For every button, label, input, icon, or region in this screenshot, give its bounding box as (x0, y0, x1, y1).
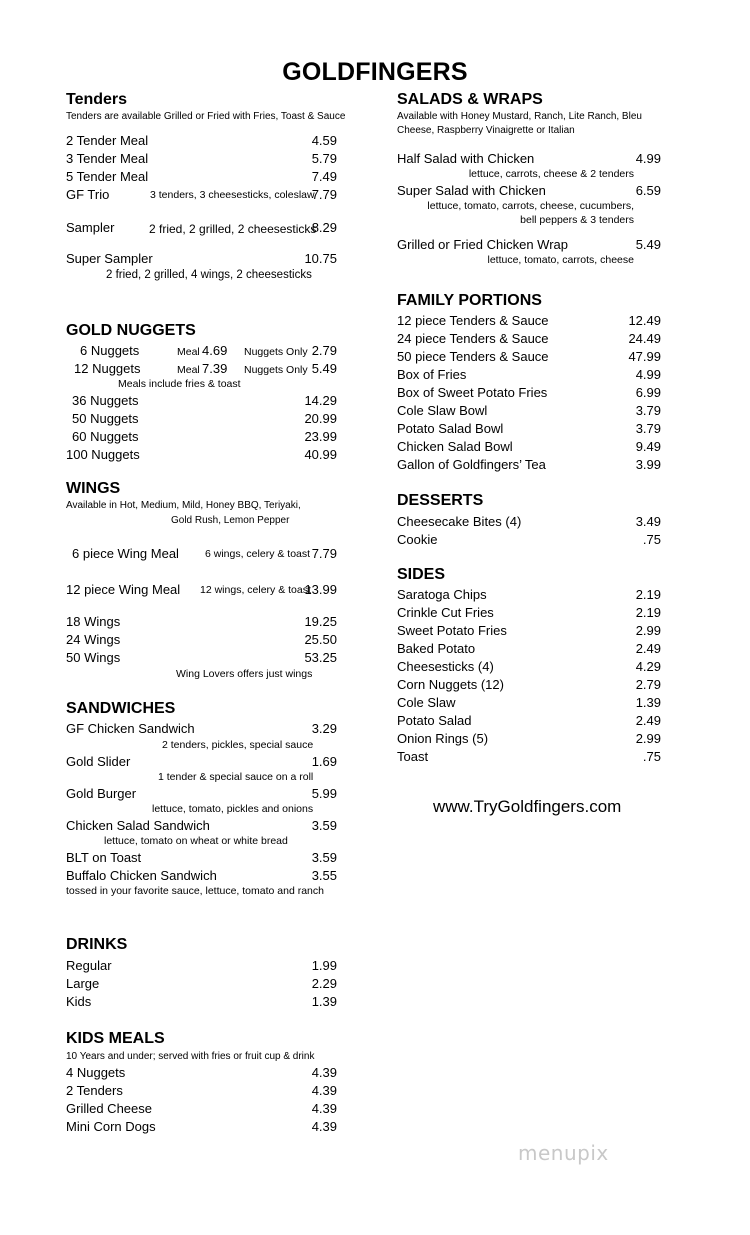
menu-item-name: Large (66, 976, 100, 991)
family-heading: FAMILY PORTIONS (397, 292, 542, 309)
meals-note: Meals include fries & toast (118, 378, 241, 390)
menu-item-name: 12 Nuggets (74, 361, 141, 376)
menu-item-name: 2 Tenders (66, 1083, 123, 1098)
menu-item-name: Cheesesticks (4) (397, 659, 494, 674)
menu-item-price: 19.25 (304, 614, 337, 629)
salads-note: Available with Honey Mustard, Ranch, Lite Ranch, Bleu (397, 111, 642, 122)
menu-item-price: 7.79 (311, 187, 337, 202)
menu-item-name: Gold Slider (66, 754, 131, 769)
menu-item-price: 4.59 (311, 133, 337, 148)
menu-item-name: 18 Wings (66, 614, 121, 629)
menu-item-price: .75 (642, 749, 661, 764)
menu-item-name: 50 piece Tenders & Sauce (397, 349, 549, 364)
menu-item-name: Gold Burger (66, 786, 137, 801)
menu-item-name: Super Salad with Chicken (397, 183, 546, 198)
menu-item-price: 3.59 (311, 850, 337, 865)
nuggets-only-price: 2.79 (311, 343, 337, 358)
menu-item-price: 2.19 (635, 605, 661, 620)
menu-item-name: Corn Nuggets (12) (397, 677, 504, 692)
menu-item-name: Half Salad with Chicken (397, 151, 535, 166)
menu-item-name: Regular (66, 958, 112, 973)
menu-item-price: 12.49 (628, 313, 661, 328)
menu-item-name: 6 Nuggets (80, 343, 140, 358)
menu-item-name: Chicken Salad Sandwich (66, 818, 210, 833)
meal-label: Meal (177, 364, 200, 376)
menu-item-price: 6.99 (635, 385, 661, 400)
menu-item-price: 4.39 (311, 1119, 337, 1134)
menu-item-price: 1.99 (311, 958, 337, 973)
menu-item-desc: tossed in your favorite sauce, lettuce, tomato and ranch (66, 885, 324, 897)
menu-item-name: Box of Fries (397, 367, 467, 382)
menu-item-name: Grilled Cheese (66, 1101, 152, 1116)
menu-item-name: GF Chicken Sandwich (66, 721, 195, 736)
nuggets-only-price: 5.49 (311, 361, 337, 376)
menu-item-price: 53.25 (304, 650, 337, 665)
menu-item-name: 5 Tender Meal (66, 169, 149, 184)
wings-footer: Wing Lovers offers just wings (176, 668, 313, 680)
menu-item-price: 13.99 (304, 582, 337, 597)
menu-item-name: GF Trio (66, 187, 110, 202)
desserts-heading: DESSERTS (397, 492, 484, 509)
menu-item-name: Buffalo Chicken Sandwich (66, 868, 217, 883)
menu-item-name: 2 Tender Meal (66, 133, 149, 148)
menu-item-name: Chicken Salad Bowl (397, 439, 513, 454)
nuggets-only-label: Nuggets Only (244, 364, 308, 376)
menu-item-name: 3 Tender Meal (66, 151, 149, 166)
menu-item-price: 2.99 (635, 731, 661, 746)
menu-item-price: 2.29 (311, 976, 337, 991)
kids-note: 10 Years and under; served with fries or fruit cup & drink (66, 1051, 315, 1062)
salads-heading: SALADS & WRAPS (397, 91, 543, 108)
menu-item-desc: lettuce, carrots, cheese & 2 tenders (468, 168, 634, 180)
menu-item-desc: 2 fried, 2 grilled, 4 wings, 2 cheesesticks (106, 269, 312, 281)
menu-item-name: 36 Nuggets (72, 393, 139, 408)
menu-item-price: 3.49 (635, 514, 661, 529)
menu-item-price: 40.99 (304, 447, 337, 462)
menu-item-desc: lettuce, tomato on wheat or white bread (104, 835, 288, 847)
menu-title: GOLDFINGERS (282, 58, 468, 86)
menu-item-name: Cheesecake Bites (4) (397, 514, 522, 529)
menu-item-price: 1.39 (635, 695, 661, 710)
menu-item-name: 24 Wings (66, 632, 121, 647)
menu-item-name: 4 Nuggets (66, 1065, 126, 1080)
menu-item-price: 5.79 (311, 151, 337, 166)
menu-item-name: 50 Wings (66, 650, 121, 665)
menu-item-name: Sweet Potato Fries (397, 623, 507, 638)
menu-item-price: 3.59 (311, 818, 337, 833)
wings-note: Available in Hot, Medium, Mild, Honey BBQ, Teriyaki, (66, 500, 301, 511)
menu-item-desc: 2 fried, 2 grilled, 2 cheesesticks (149, 222, 317, 236)
tenders-note: Tenders are available Grilled or Fried with Fries, Toast & Sauce (66, 111, 346, 122)
menu-item-name: Baked Potato (397, 641, 476, 656)
menu-item-price: 4.99 (635, 367, 661, 382)
menu-item-price: 4.39 (311, 1083, 337, 1098)
menu-item-desc: 6 wings, celery & toast (205, 548, 311, 560)
menu-item-name: Gallon of Goldfingers’ Tea (397, 457, 546, 472)
menu-item-price: 9.49 (635, 439, 661, 454)
menu-item-price: 14.29 (304, 393, 337, 408)
meal-price: 4.69 (202, 343, 228, 358)
menu-item-price: 2.49 (635, 641, 661, 656)
menu-item-price: 2.49 (635, 713, 661, 728)
menu-item-desc: 2 tenders, pickles, special sauce (162, 739, 314, 751)
menu-item-name: Saratoga Chips (397, 587, 487, 602)
menu-item-price: 4.39 (311, 1065, 337, 1080)
menu-item-name: Kids (66, 994, 92, 1009)
menu-item-name: Box of Sweet Potato Fries (397, 385, 548, 400)
kids-heading: KIDS MEALS (66, 1030, 165, 1047)
menu-item-price: 2.79 (635, 677, 661, 692)
menu-item-price: 3.79 (635, 403, 661, 418)
wings-heading: WINGS (66, 480, 121, 497)
menu-item-desc: lettuce, tomato, carrots, cheese, cucumbers, (427, 200, 634, 212)
menu-item-name: Cole Slaw (397, 695, 456, 710)
menu-item-name: 60 Nuggets (72, 429, 139, 444)
menu-item-price: 3.55 (311, 868, 337, 883)
menu-item-price: 2.19 (635, 587, 661, 602)
menu-item-price: 23.99 (304, 429, 337, 444)
menu-item-desc: lettuce, tomato, pickles and onions (152, 803, 314, 815)
menu-item-name: 100 Nuggets (66, 447, 140, 462)
meal-label: Meal (177, 346, 200, 358)
menu-item-price: 3.99 (635, 457, 661, 472)
menu-item-name: Potato Salad (397, 713, 472, 728)
salads-note: Cheese, Raspberry Vinaigrette or Italian (397, 125, 575, 136)
menu-item-price: 7.49 (311, 169, 337, 184)
menu-item-price: 20.99 (304, 411, 337, 426)
menu-item-name: Cole Slaw Bowl (397, 403, 488, 418)
menu-item-name: Toast (397, 749, 429, 764)
menu-item-price: 47.99 (628, 349, 661, 364)
tenders-heading: Tenders (66, 91, 128, 108)
menu-item-name: 24 piece Tenders & Sauce (397, 331, 549, 346)
menu-item-desc: bell peppers & 3 tenders (520, 214, 634, 226)
menu-item-desc: lettuce, tomato, carrots, cheese (487, 254, 634, 266)
meal-price: 7.39 (202, 361, 228, 376)
menu-item-price: 4.29 (635, 659, 661, 674)
menu-item-price: 1.69 (311, 754, 337, 769)
menu-item-name: 12 piece Tenders & Sauce (397, 313, 549, 328)
wings-note: Gold Rush, Lemon Pepper (171, 515, 290, 526)
menu-item-name: 50 Nuggets (72, 411, 139, 426)
menu-item-price: 8.29 (311, 220, 337, 235)
menu-item-price: 3.79 (635, 421, 661, 436)
menu-item-name: BLT on Toast (66, 850, 142, 865)
menu-item-price: 3.29 (311, 721, 337, 736)
menu-item-price: 10.75 (304, 251, 337, 266)
menu-item-desc: 12 wings, celery & toast (200, 584, 311, 596)
sides-heading: SIDES (397, 566, 446, 583)
menu-item-price: 5.99 (311, 786, 337, 801)
menu-item-name: Super Sampler (66, 251, 153, 266)
sandwiches-heading: SANDWICHES (66, 700, 176, 717)
menu-item-price: 25.50 (304, 632, 337, 647)
menu-item-price: 4.39 (311, 1101, 337, 1116)
menu-item-price: 6.59 (635, 183, 661, 198)
menu-item-name: Onion Rings (5) (397, 731, 489, 746)
menu-item-name: Sampler (66, 220, 115, 235)
menu-item-name: Cookie (397, 532, 438, 547)
nuggets-only-label: Nuggets Only (244, 346, 308, 358)
menu-item-desc: 1 tender & special sauce on a roll (158, 771, 314, 783)
nuggets-heading: GOLD NUGGETS (66, 322, 196, 339)
menu-item-name: Crinkle Cut Fries (397, 605, 494, 620)
menu-item-price: 24.49 (628, 331, 661, 346)
menu-item-price: 7.79 (311, 546, 337, 561)
menu-item-price: 5.49 (635, 237, 661, 252)
menu-item-desc: 3 tenders, 3 cheesesticks, coleslaw (150, 189, 315, 201)
menu-item-price: .75 (642, 532, 661, 547)
menu-item-name: Mini Corn Dogs (66, 1119, 156, 1134)
menu-item-price: 1.39 (311, 994, 337, 1009)
menu-item-price: 2.99 (635, 623, 661, 638)
website-link[interactable]: www.TryGoldfingers.com (433, 797, 622, 816)
menupix-watermark: menupix (518, 1141, 609, 1165)
menu-item-name: Grilled or Fried Chicken Wrap (397, 237, 568, 252)
menu-item-name: 6 piece Wing Meal (72, 546, 179, 561)
menu-item-name: Potato Salad Bowl (397, 421, 504, 436)
menu-item-price: 4.99 (635, 151, 661, 166)
menu-item-name: 12 piece Wing Meal (66, 582, 181, 597)
drinks-heading: DRINKS (66, 936, 128, 953)
